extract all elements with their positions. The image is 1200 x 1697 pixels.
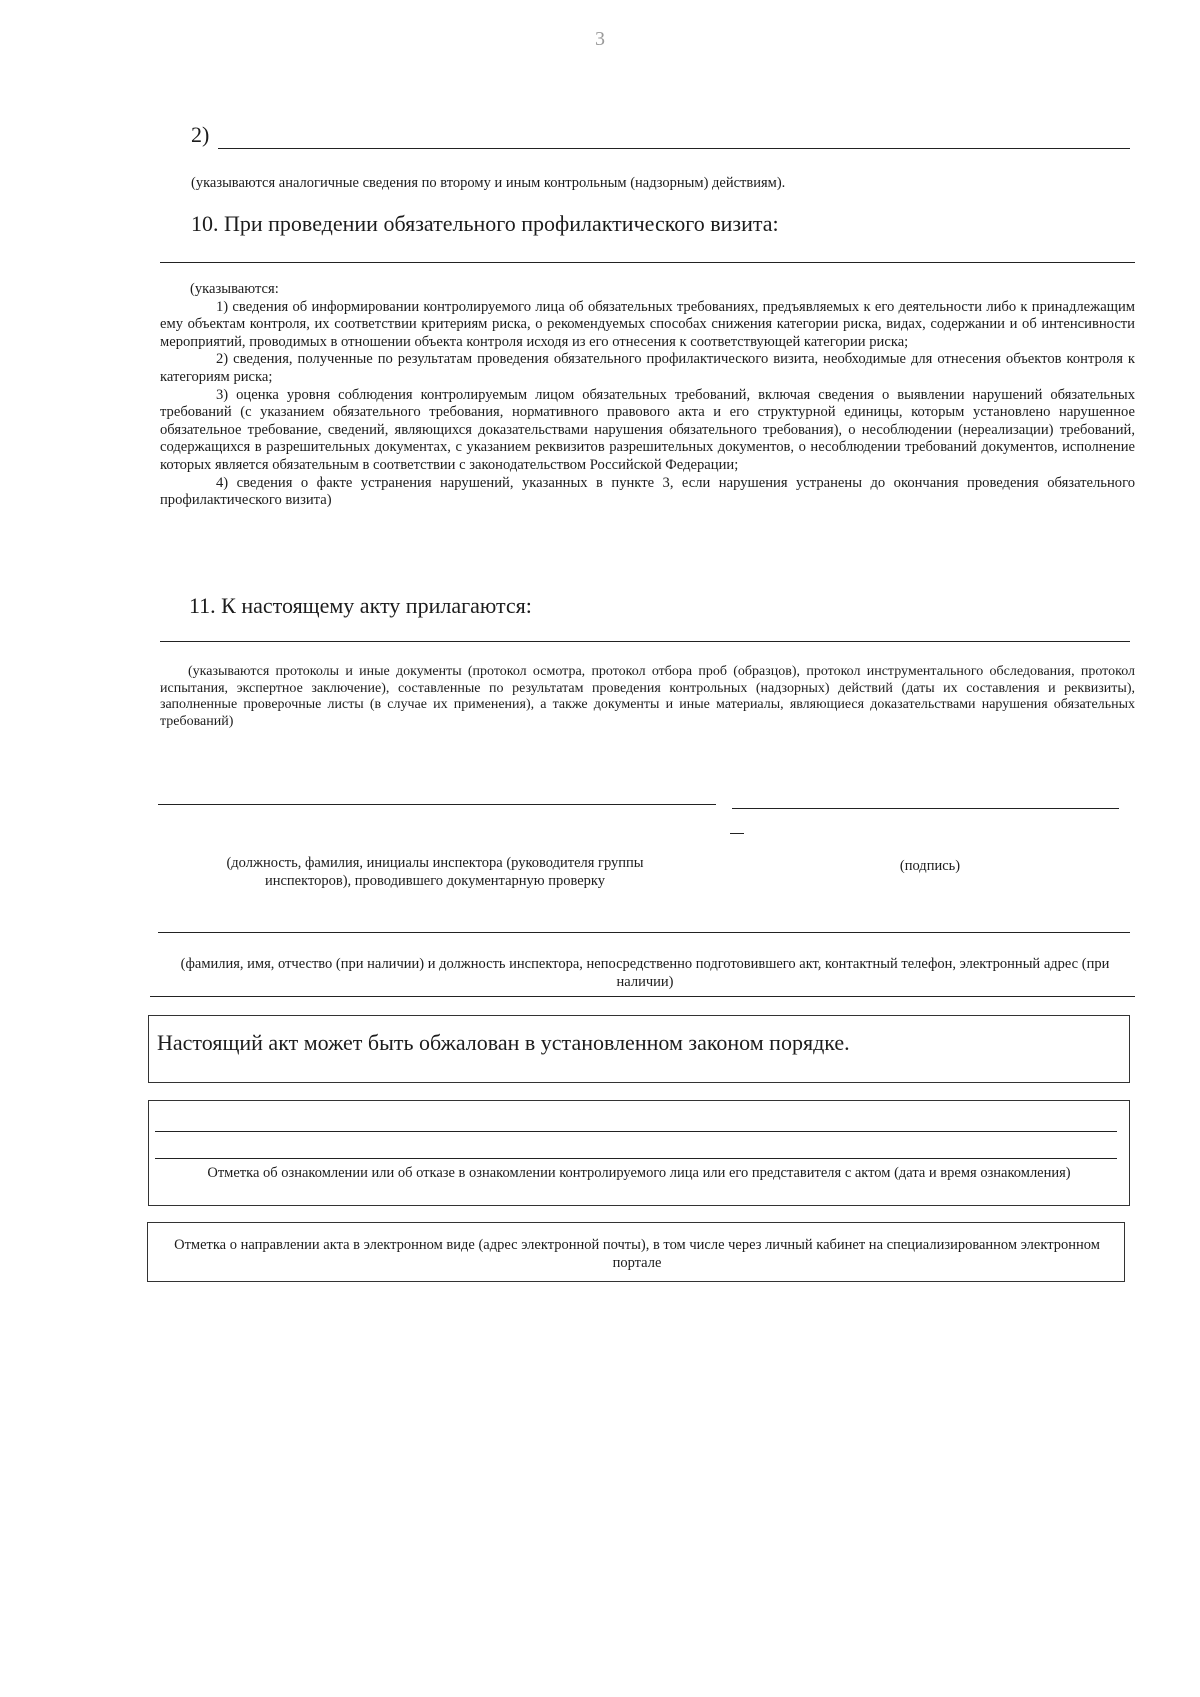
signature-caption: (подпись) [899,858,961,874]
section-10-heading: 10. При проведении обязательного профилактического визита: [191,211,779,236]
separator-line [150,996,1135,997]
page-number: 3 [595,28,605,50]
section-10-point-2: 2) сведения, полученные по результатам проведения обязательного профилактического визита, необходимые для отнесения объектов контроля к категориям риска; [160,351,1135,385]
preparer-caption: (фамилия, имя, отчество (при наличии) и должность инспектора, непосредственно подготовившего акт, контактный телефон, электронный адрес (при наличии) [180,956,1110,990]
acknowledgement-line-2 [155,1158,1117,1159]
section-11-note: (указываются протоколы и иные документы (протокол осмотра, протокол отбора проб (образцов), протокол инструментального обследования, протокол испытания, экспертное заключение), составленные по результатам проведения контрольных (надзорных) действий (даты их составления и реквизиты), заполненные проверочные листы (в случае их применения), а также документы и иные материалы, являющиеся доказательствами нарушения обязательных требований) [160,664,1135,729]
section-10-details [160,281,1135,510]
electronic-sending-caption: Отметка о направлении акта в электронном виде (адрес электронной почты), в том числе через личный кабинет на специализированном электронном портале [174,1237,1100,1271]
section-10-intro: (указываются: [190,281,279,297]
acknowledgement-caption: Отметка об ознакомлении или об отказе в ознакомлении контролируемого лица или его представителя с актом (дата и время ознакомления) [207,1165,1071,1181]
inspector-position-line [158,804,716,805]
section-10-point-4: 4) сведения о факте устранения нарушений, указанных в пункте 3, если нарушения устранены до окончания проведения обязательного профилактического визита) [160,474,1135,509]
section-10-point-3: 3) оценка уровня соблюдения контролируемым лицом обязательных требований, включая сведения о выявлении нарушений обязательных требований (с указанием обязательного требования, нормативного правового акта и его структурной единицы, которым установлено нарушенное обязательное требование, сведений, являющихся доказательствами нарушения обязательного требования), о несоблюдении (нереализации) требований, содержащихся в разрешительных документах, с указанием реквизитов разрешительных документов, о несоблюдении требований документов, исполнение которых является обязательным в соответствии с законодательством Российской Федерации; [160,386,1135,473]
appeal-text: Настоящий акт может быть обжалован в установленном законом порядке. [157,1030,850,1055]
appeal-box [148,1015,1130,1083]
acknowledgement-line-1 [155,1131,1117,1132]
section-10-point-1: 1) сведения об информировании контролируемого лица об обязательных требованиях, предъявляемых к его деятельности либо к принадлежащим ему объектам контроля, их соответствии критериям риска, о рекомендуемых способах снижения категории риска, видах, содержании и об интенсивности мероприятий, проводимых в отношении объекта контроля исходя из его отнесения к соответствующей категории риска; [160,298,1135,350]
item-2-note: (указываются аналогичные сведения по второму и иным контрольным (надзорным) действиям). [191,175,786,191]
signature-dash [730,833,744,834]
preparer-line [158,932,1130,933]
section-11-fill-line [160,641,1130,642]
section-10-fill-line [160,262,1135,263]
item-2-label: 2) [191,122,210,147]
item-2-fill-line [218,148,1130,149]
inspector-position-caption: (должность, фамилия, инициалы инспектора (руководителя группы инспекторов), проводившего документарную проверку [226,855,644,889]
acknowledgement-box [148,1100,1130,1206]
section-11-heading: 11. К настоящему акту прилагаются: [189,593,532,618]
inspector-signature-line [732,808,1119,809]
electronic-sending-box [147,1222,1125,1282]
